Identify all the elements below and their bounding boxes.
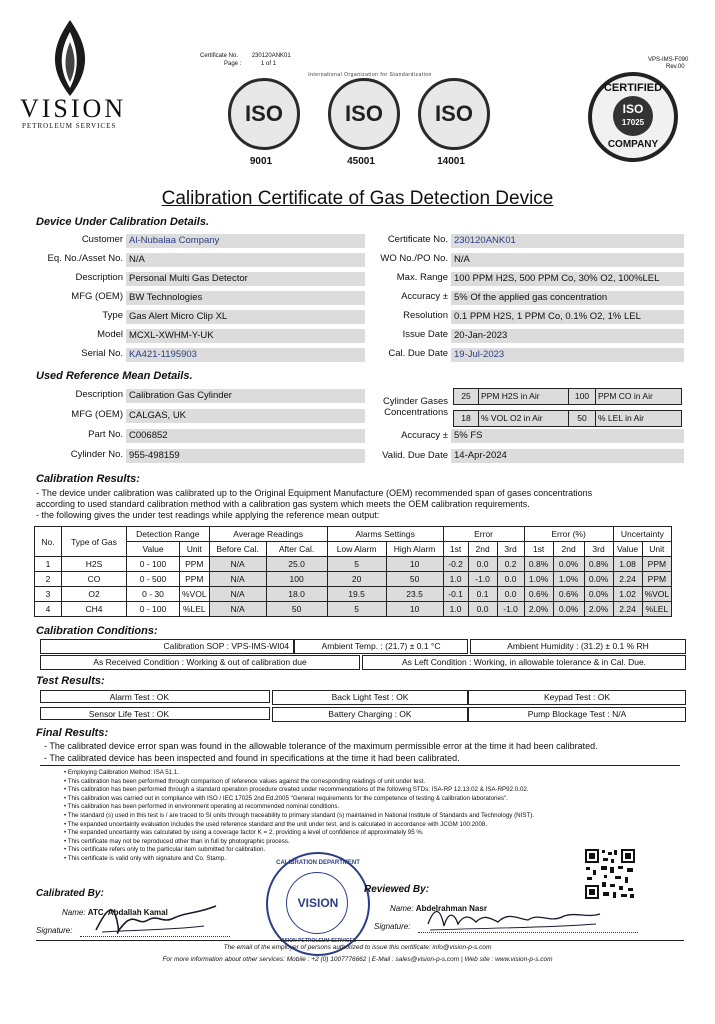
sub-third: 3rd [497,542,524,557]
gas-concentration-grid [453,388,682,427]
temp-box: Ambient Temp. : (21.7) ± 0.1 °C [294,639,468,654]
rev-name-label: Name: [390,904,414,913]
note-item: • This certificate refers only to the particular item submitted for calibration. [64,846,266,854]
company-subtitle: PETROLEUM SERVICES [22,122,117,130]
iso-14001-number: 14001 [437,156,465,167]
sub-after: After Cal. [266,542,327,557]
page-title: Calibration Certificate of Gas Detection Device [161,188,554,209]
table-cell: N/A [209,602,266,617]
cal-name-label: Name: [62,908,86,917]
table-cell: 2.24 [613,602,642,617]
final-line-2: - The calibrated device has been inspected and found in specifications at the time it had been calibrated. [44,753,460,763]
table-cell: CH4 [62,602,127,617]
issue-date-value: 20-Jan-2023 [451,329,684,343]
iso-9001-number: 9001 [249,156,273,167]
note-item: • This calibration has been performed through comparison of reference values against the corresponding readings of unit under test. [64,777,426,785]
due-date-value: 19-Jul-2023 [451,348,684,362]
table-cell: %LEL [642,602,672,617]
field-label: Issue Date [402,329,448,340]
field-label: Certificate No. [387,234,448,245]
battery-test-box: Battery Charging : OK [272,707,468,722]
iso-45001-badge [318,78,408,167]
footer-divider [36,940,684,941]
results-text [36,488,686,521]
table-cell: O2 [62,587,127,602]
table-row [35,557,672,572]
table-cell: 10 [386,602,443,617]
table-row [35,572,672,587]
description-value: Personal Multi Gas Detector [126,272,365,286]
final-underline [40,765,680,766]
table-cell: 0.1 [468,587,497,602]
iso-9001-badge [218,78,308,167]
table-cell: 50 [266,602,327,617]
notes-list [64,769,664,864]
gas-value: 18 [454,411,479,427]
table-cell: 1.0 [443,602,468,617]
mfg-value: BW Technologies [126,291,365,305]
table-cell: 0 - 500 [127,572,180,587]
table-cell: N/A [209,587,266,602]
footer-line-1: The email of the employer of persons authorized to issue this certificate: info@vision-p-s.com [223,944,492,951]
table-cell: H2S [62,557,127,572]
table-cell: 0.8% [584,557,613,572]
col-error-pct: Error (%) [524,527,613,542]
table-cell: 0.8% [524,557,553,572]
concentrations-label: Concentrations [384,407,448,418]
table-cell: 5 [327,602,386,617]
field-label: Resolution [403,310,448,321]
table-cell: 3 [35,587,62,602]
gas-row [454,411,682,427]
table-cell: -1.0 [468,572,497,587]
table-cell: -1.0 [497,602,524,617]
ref-accuracy-label: Accuracy ± [401,430,448,441]
col-average: Average Readings [209,527,327,542]
cal-signature-label: Signature: [36,926,73,935]
field-label: Customer [81,234,123,245]
accuracy-value: 5% Of the applied gas concentration [451,291,684,305]
iso-14001-text: ISO [435,101,473,126]
table-cell: CO [62,572,127,587]
col-detection: Detection Range [127,527,210,542]
field-label: Type [102,310,123,321]
ref-heading: Used Reference Mean Details. [36,370,193,382]
conditions-heading: Calibration Conditions: [36,625,158,637]
max-range-value: 100 PPM H2S, 500 PPM Co, 30% O2, 100%LEL [451,272,684,286]
note-item: • The standard (s) used in this test is / are traced to SI units through traceability to primary standard (s) maintained in National Institute of Standards and Technology (NIST). [64,811,535,819]
table-cell: PPM [180,557,210,572]
gas-unit: PPM H2S in Air [479,389,569,405]
table-cell: 2.24 [613,572,642,587]
note-item: • This calibration has been performed through a standard operation procedure created under recommendations of the following STDs: ISA-RP 12.13.02 & ISA-RP92.0.02. [64,786,529,794]
cert-no-label: Certificate No. [200,53,239,59]
field-label: Accuracy ± [401,291,448,302]
field-label: Part No. [88,429,123,440]
keypad-test-box: Keypad Test : OK [468,690,686,705]
certificate-no-value: 230120ANK01 [451,234,684,248]
cylinder-gases-label: Cylinder Gases [383,396,448,407]
gas-value: 25 [454,389,479,405]
table-cell: 0.0% [553,602,584,617]
table-cell: 0.0 [468,557,497,572]
reviewed-by-heading: Reviewed By: [364,884,430,895]
duc-heading: Device Under Calibration Details. [36,216,209,228]
left-condition-box: As Left Condition : Working, in allowable tolerance & in Cal. Due. [362,655,686,670]
final-line-1: - The calibrated device error span was found in the allowable tolerance of the maximum permissible error at the time it had been calibrated. [44,741,598,751]
table-cell: 0 - 100 [127,557,180,572]
asset-no-value: N/A [126,253,365,267]
received-box: As Received Condition : Working & out of calibration due [40,655,360,670]
gas-unit: % VOL O2 in Air [479,411,569,427]
col-uncertainty: Uncertainty [613,527,672,542]
table-cell: 0.0% [553,557,584,572]
sub-value: Value [127,542,180,557]
table-cell: %VOL [180,587,210,602]
page-value: 1 of 1 [261,61,277,67]
table-cell: 0.0% [584,587,613,602]
table-cell: 2.0% [584,602,613,617]
certified-iso-17025-badge [588,72,678,162]
iso-9001-text: ISO [245,101,283,126]
sub-second-pct: 2nd [553,542,584,557]
ref-description-value: Calibration Gas Cylinder [126,389,365,403]
rev-signature-label: Signature: [374,922,411,931]
page-label: Page : [224,61,242,67]
rev-code: Rev.00 [666,64,685,70]
table-cell: -0.2 [443,557,468,572]
table-cell: 1.0% [524,572,553,587]
table-cell: 5 [327,557,386,572]
gas-value: 50 [569,411,596,427]
field-label: Eq. No./Asset No. [47,253,123,264]
qr-code [584,848,636,900]
table-cell: 1.0 [443,572,468,587]
stamp-bottom-text: VISION PETROLEUM SERVICES [279,938,357,944]
table-row [35,587,672,602]
table-cell: 1.02 [613,587,642,602]
field-label: MFG (OEM) [71,409,123,420]
table-cell: %LEL [180,602,210,617]
table-cell: 0.2 [497,557,524,572]
table-cell: 20 [327,572,386,587]
ref-cylinder-no-value: 955-498159 [126,449,365,463]
final-heading: Final Results: [36,727,109,739]
table-header-row [35,527,672,542]
table-row [35,602,672,617]
col-no: No. [35,527,62,557]
serial-value: KA421-1195903 [126,348,365,362]
certified-top-text: CERTIFIED [603,82,663,94]
humidity-box: Ambient Humidity : (31.2) ± 0.1 % RH [470,639,686,654]
company-name: VISION [20,94,127,123]
table-cell: N/A [209,557,266,572]
col-alarms: Alarms Settings [327,527,443,542]
ref-mfg-value: CALGAS, UK [126,409,365,423]
table-subheader-row [35,542,672,557]
note-item: • This calibration has been performed in environment operating at recommended nominal conditions. [64,803,340,811]
sub-low: Low Alarm [327,542,386,557]
results-table [34,526,672,617]
note-item: • The expanded uncertainty was calculated by using a coverage factor K = 2, providing a level of confidence of approximately 95 %. [64,829,424,837]
col-error: Error [443,527,524,542]
wo-no-value: N/A [451,253,684,267]
field-label: Cal. Due Date [388,348,448,359]
sub-high: High Alarm [386,542,443,557]
iso-marks [218,78,508,168]
valid-due-date-value: 14-Apr-2024 [451,449,684,463]
customer-value: Al-Nubalaa Company [126,234,365,248]
resolution-value: 0.1 PPM H2S, 1 PPM Co, 0.1% O2, 1% LEL [451,310,684,324]
form-code: VPS-IMS-F090 [648,57,689,63]
table-cell: 10 [386,557,443,572]
col-type: Type of Gas [62,527,127,557]
note-item: • The expanded uncertainty evaluation includes the used reference standard and the unit under test, and is calculated in accordance with JCGM 100:2008. [64,820,488,828]
rev-signature [424,900,604,936]
footer-line-2: For more information about other services: Mobile : +2 (0) 1007776662 | E-Mail : sales@vision-p-s.com | Web site : www.vision-p-s.com [162,956,553,963]
iso-14001-badge [408,78,498,167]
gas-unit: PPM CO in Air [596,389,682,405]
table-cell: 2.0% [524,602,553,617]
results-heading: Calibration Results: [36,473,140,485]
calibrated-by-heading: Calibrated By: [36,888,104,899]
gas-row [454,389,682,405]
table-cell: 1 [35,557,62,572]
field-label: Description [75,389,123,400]
table-cell: 100 [266,572,327,587]
table-cell: 0.6% [524,587,553,602]
field-label: Model [97,329,123,340]
results-line-1: - The device under calibration was calibrated up to the Original Equipment Manufacture (OEM) recommended span of gases concentrations [36,488,593,498]
table-cell: N/A [209,572,266,587]
cal-signature [92,896,222,940]
sop-box: Calibration SOP : VPS-IMS-WI04 [40,639,294,654]
table-cell: 18.0 [266,587,327,602]
certified-number: 17025 [621,118,645,127]
sub-second: 2nd [468,542,497,557]
cert-no-value: 230120ANK01 [251,53,291,59]
ref-part-no-value: C006852 [126,429,365,443]
model-value: MCXL-XWHM-Y-UK [126,329,365,343]
ref-accuracy-value: 5% FS [451,429,684,443]
certified-iso-text: ISO [622,102,644,116]
table-cell: 1.08 [613,557,642,572]
table-cell: 1.0% [553,572,584,587]
table-cell: 4 [35,602,62,617]
note-item: • Employing Calibration Method: ISA 51.1. [64,769,179,776]
results-line-3: - the following gives the under test readings while applying the reference mean output: [36,510,380,520]
sub-unc-unit: Unit [642,542,672,557]
results-line-2: according to used standard calibration method with a calibration gas system which meets the OEM calibration requirements. [36,499,530,509]
table-cell: 0.6% [553,587,584,602]
table-cell: PPM [180,572,210,587]
table-cell: PPM [642,557,672,572]
field-label: MFG (OEM) [71,291,123,302]
sub-before: Before Cal. [209,542,266,557]
field-label: Description [75,272,123,283]
table-cell: 0 - 30 [127,587,180,602]
type-value: Gas Alert Micro Clip XL [126,310,365,324]
sub-first-pct: 1st [524,542,553,557]
table-cell: 23.5 [386,587,443,602]
table-cell: -0.1 [443,587,468,602]
table-cell: PPM [642,572,672,587]
note-item: • This certificate is valid only with signature and Co. Stamp. [64,854,226,862]
table-cell: 0.0 [468,602,497,617]
iso-45001-number: 45001 [347,156,375,167]
stamp-center-text: VISION [297,896,339,910]
gas-value: 100 [569,389,596,405]
table-cell: 2 [35,572,62,587]
rev-name-value: Abdelrahman Nasr [415,904,487,913]
sub-unc-value: Value [613,542,642,557]
certified-bottom-text: COMPANY [607,139,659,150]
table-cell: 0.0% [584,572,613,587]
cal-name-value: ATC. Abdallah Kamal [87,908,168,917]
iso-45001-text: ISO [345,101,383,126]
company-logo [40,18,100,98]
certified-inner-circle [613,96,653,136]
table-cell: 25.0 [266,557,327,572]
alarm-test-box: Alarm Test : OK [40,690,270,703]
table-cell: 0.0 [497,587,524,602]
sensor-test-box: Sensor Life Test : OK [40,707,270,720]
table-cell: %VOL [642,587,672,602]
field-label: Serial No. [81,348,123,359]
field-label: Max. Range [396,272,448,283]
field-label: WO No./PO No. [380,253,448,264]
valid-due-date-label: Valid. Due Date [382,450,448,461]
field-label: Cylinder No. [70,449,123,460]
note-item: • This calibration was carried out in compliance with ISO / IEC 17025 2nd Ed.2005 "General requirements for the competence of testing & calibration laboratories". [64,794,508,802]
iso-ring-text: International Organization for Standardization [308,72,432,78]
sub-third-pct: 3rd [584,542,613,557]
sub-first: 1st [443,542,468,557]
gas-unit: % LEL in Air [596,411,682,427]
pump-test-box: Pump Blockage Test : N/A [468,707,686,722]
tests-heading: Test Results: [36,675,105,687]
table-cell: 0 - 100 [127,602,180,617]
sub-unit: Unit [180,542,210,557]
stamp-top-text: CALIBRATION DEPARTMENT [276,860,360,866]
backlight-test-box: Back Light Test : OK [272,690,468,705]
table-cell: 0.0 [497,572,524,587]
note-item: • This certificate may not be reproduced other than in full by photographic process. [64,837,290,845]
header-meta [200,52,330,68]
table-cell: 50 [386,572,443,587]
table-cell: 19.5 [327,587,386,602]
